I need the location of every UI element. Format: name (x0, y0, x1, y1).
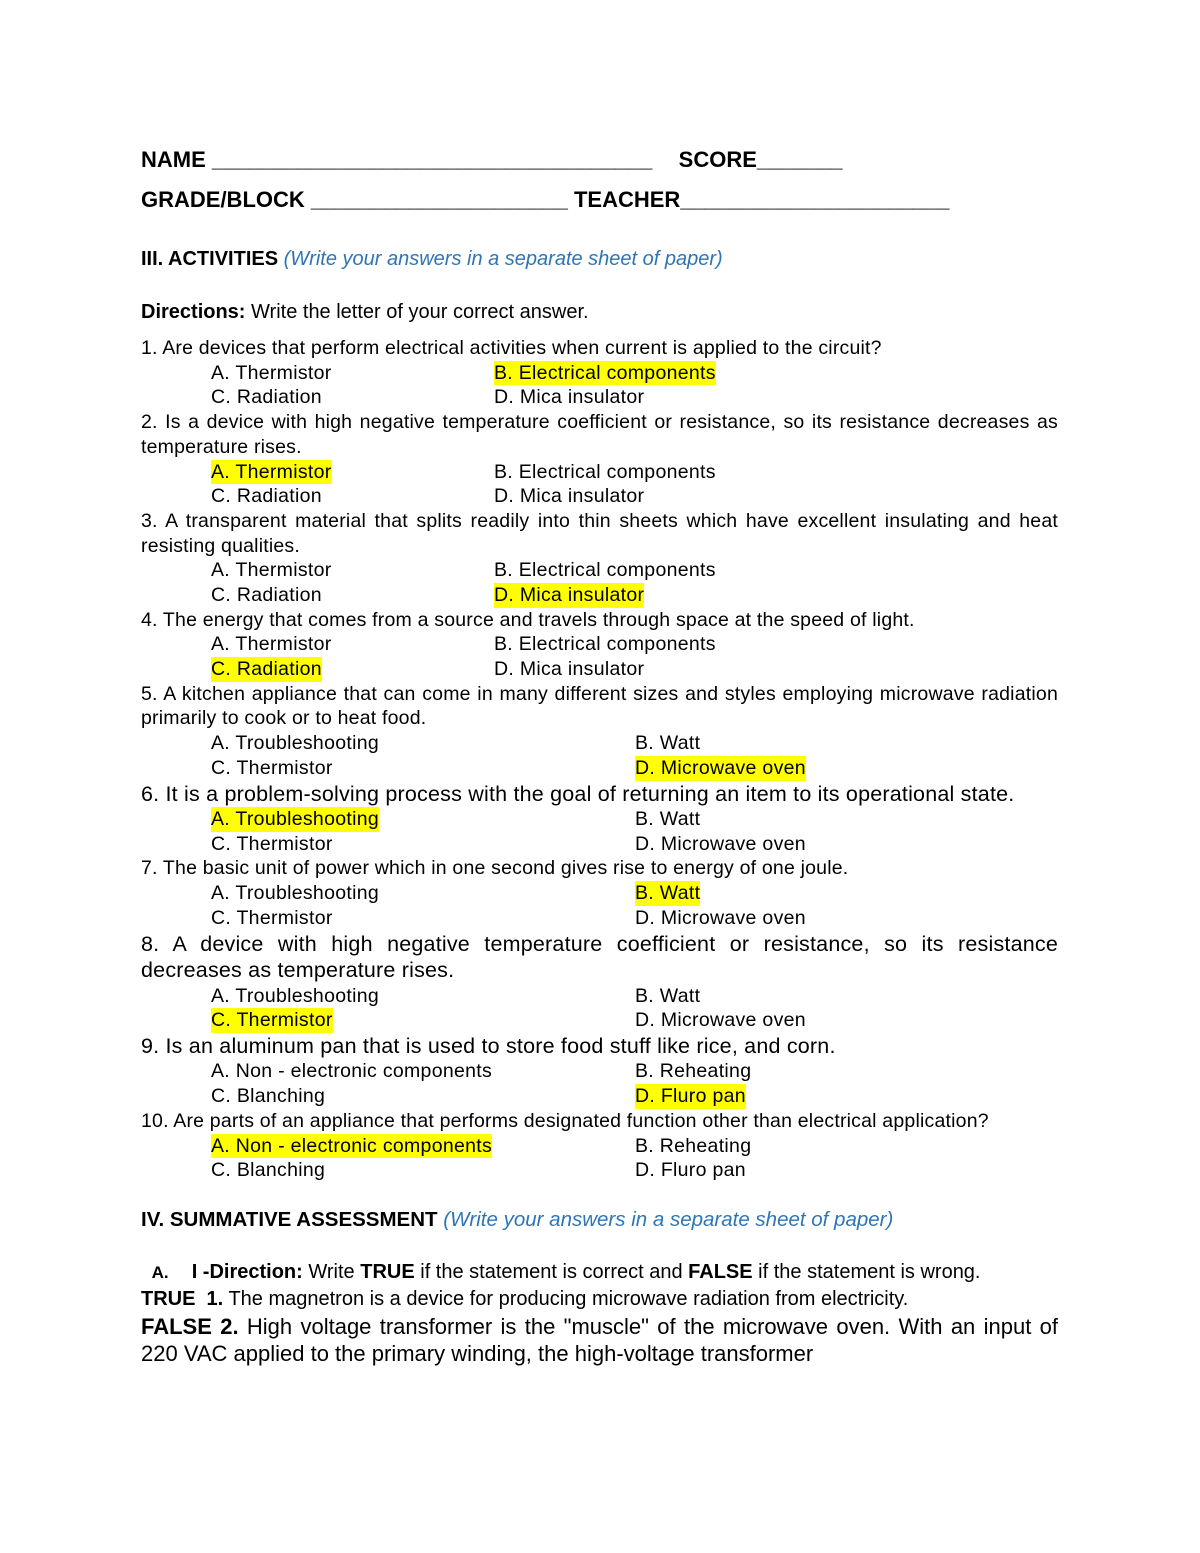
question-list (141, 336, 1058, 1183)
question-text: 7. The basic unit of power which in one second gives rise to energy of one joule. (141, 857, 849, 880)
direction-text-3: if the statement is wrong. (752, 1260, 981, 1283)
answer-option: C. Radiation (211, 485, 322, 508)
teacher-line: ______________________ (680, 187, 950, 212)
question-text: 9. Is an aluminum pan that is used to store food stuff like rice, and corn. (141, 1033, 836, 1058)
activities-note: (Write your answers in a separate sheet of paper) (283, 248, 723, 270)
score-line: _______ (756, 147, 843, 172)
summative-note: (Write your answers in a separate sheet of paper) (443, 1207, 894, 1231)
activities-heading (141, 246, 1058, 272)
teacher-label: TEACHER (573, 187, 681, 212)
true-word: TRUE (360, 1260, 415, 1283)
question-text: 1. Are devices that perform electrical activities when current is applied to the circuit? (141, 337, 882, 359)
question-options (141, 361, 1058, 410)
answer-option: D. Mica insulator (494, 485, 645, 508)
answer-option: D. Fluro pan (635, 1159, 746, 1182)
grade-line: _____________________ (310, 187, 568, 212)
tf-item-1-text: The magnetron is a device for producing microwave radiation from electricity. (223, 1288, 909, 1311)
name-line: ____________________________________ (211, 147, 653, 172)
answer-option: C. Blanching (211, 1159, 326, 1182)
question-options (141, 558, 1058, 607)
true-false-directions (141, 1259, 1058, 1287)
answer-option-highlighted: D. Mica insulator (494, 583, 645, 606)
question-text: 4. The energy that comes from a source and travels through space at the speed of light. (141, 608, 915, 631)
tf-item-2-answer: FALSE 2. (141, 1313, 239, 1339)
score-label: SCORE (678, 147, 757, 172)
summative-heading (141, 1207, 1058, 1233)
question-text: 3. A transparent material that splits readily into thin sheets which have excellent insulating and heat resisting qualities. (141, 509, 1058, 557)
tf-item-1-answer: TRUE 1. (141, 1288, 224, 1311)
answer-option: D. Mica insulator (494, 386, 645, 409)
tf-item-1 (141, 1286, 1058, 1313)
direction-text-2: if the statement is correct and (414, 1260, 689, 1283)
summative-title: IV. SUMMATIVE ASSESSMENT (141, 1207, 438, 1231)
activities-title: III. ACTIVITIES (141, 248, 279, 270)
answer-option: C. Radiation (211, 386, 322, 409)
part-letter: A. (151, 1262, 169, 1282)
directions-text: Write the letter of your correct answer. (245, 301, 589, 323)
question-options (141, 460, 1058, 509)
question-text: 6. It is a problem-solving process with the goal of returning an item to its operational state. (141, 781, 1015, 806)
worksheet-page (141, 140, 1058, 1367)
question-text: 2. Is a device with high negative temperature coefficient or resistance, so its resistance decreases as temperature rises. (141, 411, 1058, 458)
question-text: 8. A device with high negative temperature coefficient or resistance, so its resistance decreases as temperature rises. (141, 931, 1058, 983)
question-options (141, 632, 1058, 681)
directions-label: Directions: (141, 301, 246, 323)
answer-option: B. Reheating (635, 1060, 752, 1083)
answer-option: B. Watt (635, 732, 701, 755)
answer-option: A. Thermistor (211, 633, 332, 656)
name-score-row (141, 140, 1058, 180)
grade-teacher-row (141, 180, 1058, 220)
answer-option: D. Microwave oven (635, 832, 806, 855)
answer-option: A. Non - electronic components (211, 1060, 493, 1083)
answer-option: C. Radiation (211, 583, 322, 606)
question-options (141, 1059, 1058, 1108)
answer-option: A. Thermistor (211, 559, 332, 582)
answer-option-highlighted: D. Microwave oven (635, 756, 806, 779)
answer-option: C. Thermistor (211, 906, 333, 929)
answer-option: B. Reheating (635, 1134, 752, 1157)
answer-option-highlighted: C. Thermistor (211, 1009, 333, 1032)
answer-option: B. Electrical components (494, 633, 716, 656)
answer-option: D. Microwave oven (635, 1009, 806, 1032)
false-word: FALSE (688, 1260, 753, 1283)
answer-option-highlighted: A. Thermistor (211, 460, 332, 483)
directions (141, 299, 1058, 325)
tf-item-2 (141, 1313, 1058, 1367)
part-label: I -Direction: (191, 1260, 303, 1283)
answer-option: B. Watt (635, 984, 701, 1007)
answer-option-highlighted: B. Watt (635, 882, 701, 905)
answer-option: A. Thermistor (211, 361, 332, 384)
question-options (141, 1134, 1058, 1183)
answer-option: A. Troubleshooting (211, 732, 380, 755)
answer-option: B. Electrical components (494, 460, 716, 483)
tf-item-2-text: High voltage transformer is the "muscle" of the microwave oven. With an input of 220 VAC applied to the primary winding, the high-voltage transformer (141, 1313, 1058, 1366)
question-options (141, 881, 1058, 930)
answer-option: B. Watt (635, 808, 701, 831)
answer-option: C. Blanching (211, 1085, 326, 1108)
answer-option: C. Thermistor (211, 832, 333, 855)
answer-option-highlighted: B. Electrical components (494, 361, 716, 384)
answer-option-highlighted: A. Non - electronic components (211, 1134, 493, 1157)
question-text: 10. Are parts of an appliance that performs designated function other than electrical application? (141, 1109, 989, 1132)
answer-option-highlighted: D. Fluro pan (635, 1085, 746, 1108)
answer-option: D. Microwave oven (635, 906, 806, 929)
answer-option-highlighted: A. Troubleshooting (211, 808, 380, 831)
answer-option: A. Troubleshooting (211, 984, 380, 1007)
answer-option: B. Electrical components (494, 559, 716, 582)
question-text: 5. A kitchen appliance that can come in many different sizes and styles employing microwave radiation primarily to cook or to heat food. (141, 682, 1058, 730)
grade-label: GRADE/BLOCK (141, 187, 305, 212)
question-options (141, 807, 1058, 856)
direction-text-1: Write (302, 1260, 361, 1283)
answer-option-highlighted: C. Radiation (211, 658, 322, 681)
question-options (141, 731, 1058, 780)
question-options (141, 984, 1058, 1033)
name-label: NAME (141, 147, 206, 172)
answer-option: C. Thermistor (211, 756, 333, 779)
answer-option: A. Troubleshooting (211, 882, 380, 905)
answer-option: D. Mica insulator (494, 658, 645, 681)
